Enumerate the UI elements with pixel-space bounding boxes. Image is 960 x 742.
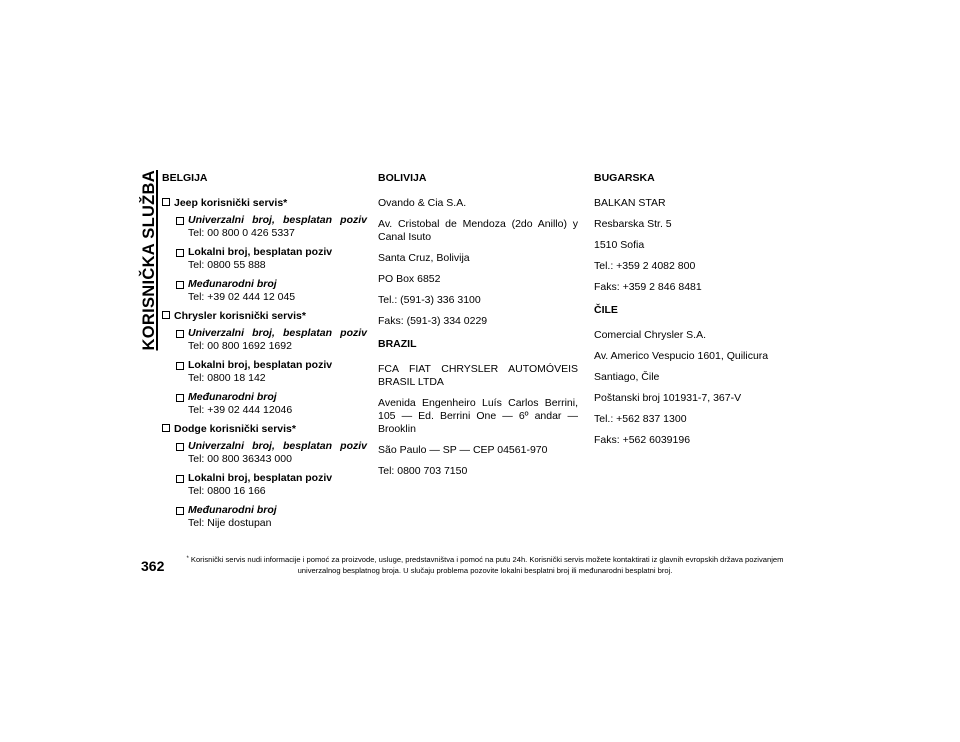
fax-line: Faks: +562 6039196: [594, 434, 691, 446]
square-bullet-icon: [176, 281, 184, 289]
item-label: Lokalni broj, besplatan poziv: [188, 359, 367, 372]
address-line: Poštanski broj 101931-7, 367-V: [594, 392, 742, 404]
list-item: [188, 359, 367, 385]
phone-line: Tel.: +562 837 1300: [594, 413, 687, 425]
square-bullet-icon: [162, 311, 170, 319]
item-label: Međunarodni broj: [188, 504, 367, 517]
address-line: Resbarska Str. 5: [594, 218, 672, 230]
column-bolivija-brazil: [378, 172, 578, 486]
list-item: [188, 391, 367, 417]
square-bullet-icon: [176, 217, 184, 225]
square-bullet-icon: [176, 443, 184, 451]
list-item: [188, 504, 367, 530]
square-bullet-icon: [162, 424, 170, 432]
heading-cile: ČILE: [594, 304, 618, 316]
address-line: BALKAN STAR: [594, 197, 666, 209]
item-value: Tel: 0800 55 888: [188, 259, 266, 271]
heading-bugarska: BUGARSKA: [594, 172, 655, 184]
item-value: Tel: 0800 18 142: [188, 372, 266, 384]
list-item: [188, 246, 367, 272]
side-chapter-title: [138, 170, 160, 360]
square-bullet-icon: [176, 330, 184, 338]
item-value: Tel: Nije dostupan: [188, 517, 272, 529]
list-item: [188, 327, 367, 353]
item-value: Tel: +39 02 444 12046: [188, 404, 293, 416]
item-label: Univerzalni broj, besplatan poziv: [188, 440, 367, 453]
list-item: [188, 214, 367, 240]
phone-line: Tel.: (591-3) 336 3100: [378, 294, 481, 306]
square-bullet-icon: [176, 475, 184, 483]
list-item: [188, 440, 367, 466]
address-line: 1510 Sofia: [594, 239, 645, 251]
square-bullet-icon: [176, 394, 184, 402]
fax-line: Faks: (591-3) 334 0229: [378, 315, 488, 327]
footnote-marker: *: [186, 556, 189, 562]
item-label: Univerzalni broj, besplatan poziv: [188, 214, 367, 227]
section-jeep: [162, 197, 367, 210]
column-belgija: [162, 172, 367, 536]
address-line: Av. Americo Vespucio 1601, Quilicura: [594, 350, 769, 362]
heading-bolivija: BOLIVIJA: [378, 172, 427, 184]
section-jeep-title: Jeep korisnički servis*: [174, 197, 288, 209]
page-number: 362: [141, 558, 165, 574]
address-line: Avenida Engenheiro Luís Carlos Berrini, 105 — Ed. Berrini One — 6º andar — Brooklin: [378, 397, 578, 435]
heading-belgija: BELGIJA: [162, 172, 208, 184]
item-value: Tel: +39 02 444 12 045: [188, 291, 296, 303]
side-chapter-title-text: KORISNIČKA SLUŽBA: [140, 170, 158, 351]
address-line: Ovando & Cia S.A.: [378, 197, 467, 209]
item-label: Lokalni broj, besplatan poziv: [188, 246, 367, 259]
fax-line: Faks: +359 2 846 8481: [594, 281, 702, 293]
square-bullet-icon: [162, 198, 170, 206]
item-value: Tel: 00 800 36343 000: [188, 453, 292, 465]
list-item: [188, 278, 367, 304]
phone-line: Tel.: +359 2 4082 800: [594, 260, 696, 272]
section-dodge-title: Dodge korisnički servis*: [174, 423, 296, 435]
address-line: PO Box 6852: [378, 273, 441, 285]
address-line: Comercial Chrysler S.A.: [594, 329, 707, 341]
heading-brazil: BRAZIL: [378, 338, 417, 350]
address-line: Santiago, Čile: [594, 371, 660, 383]
square-bullet-icon: [176, 249, 184, 257]
address-line: Santa Cruz, Bolivija: [378, 252, 470, 264]
item-value: Tel: 00 800 1692 1692: [188, 340, 292, 352]
list-item: [188, 472, 367, 498]
section-chrysler: [162, 310, 367, 323]
item-label: Univerzalni broj, besplatan poziv: [188, 327, 367, 340]
section-chrysler-title: Chrysler korisnički servis*: [174, 310, 306, 322]
footnote: [170, 555, 800, 575]
item-value: Tel: 0800 16 166: [188, 485, 266, 497]
item-label: Lokalni broj, besplatan poziv: [188, 472, 367, 485]
square-bullet-icon: [176, 362, 184, 370]
item-label: Međunarodni broj: [188, 278, 367, 291]
item-value: Tel: 00 800 0 426 5337: [188, 227, 295, 239]
column-bugarska-cile: [594, 172, 794, 455]
footnote-text: Korisnički servis nudi informacije i pomoć za proizvode, usluge, predstavništva i pomoć na putu 24h. Korisnički servis možete kontaktirati iz glavnih evropskih država pozivanjem univerzalnog besplatnog broja. U slučaju problema pozovite lokalni besplatni broj ili međunarodni besplatni broj.: [190, 555, 784, 575]
square-bullet-icon: [176, 507, 184, 515]
address-line: FCA FIAT CHRYSLER AUTOMÓVEIS BRASIL LTDA: [378, 363, 578, 388]
item-label: Međunarodni broj: [188, 391, 367, 404]
address-line: Av. Cristobal de Mendoza (2do Anillo) y Canal Isuto: [378, 218, 578, 243]
section-dodge: [162, 423, 367, 436]
phone-line: Tel: 0800 703 7150: [378, 465, 468, 477]
address-line: São Paulo — SP — CEP 04561-970: [378, 444, 548, 456]
